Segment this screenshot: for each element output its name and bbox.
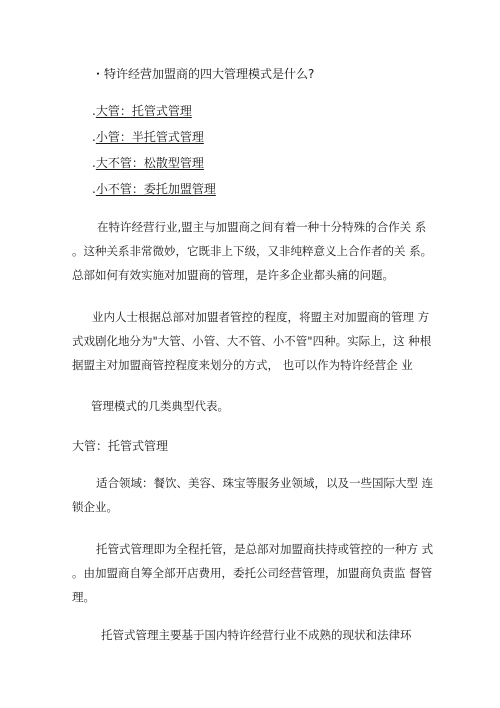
toc-link[interactable]: 小管：半托管式管理 [95,130,204,144]
toc-item[interactable] [92,181,216,197]
toc-marker: . [92,156,96,170]
paragraph-line: 管理模式的几类典型代表。 [91,399,229,413]
toc-marker: . [92,130,96,144]
paragraph-line: 。由加盟商自筹全部开店费用，委托公司经营管理，加盟商负责监 督管 [72,566,433,580]
paragraph-line: 托管式管理即为全程托管，是总部对加盟商扶持或管控的一种方 式 [96,542,434,556]
paragraph-line: 托管式管理主要基于国内特许经营行业不成熟的现状和法律环 [101,628,412,642]
toc-item[interactable] [92,103,192,119]
toc-marker: . [92,182,96,196]
toc-link[interactable]: 大不管：松散型管理 [95,156,204,170]
toc-link[interactable]: 小不管：委托加盟管理 [95,182,216,196]
paragraph-line: 在特许经营行业,盟主与加盟商之间有着一种十分特殊的合作关 系 [97,220,427,234]
section-heading: 大管：托管式管理 [72,439,169,453]
question-heading: ・特许经营加盟商的四大管理模式是什么? [92,67,315,81]
toc-link[interactable]: 大管：托管式管理 [95,104,192,118]
paragraph-line: 式戏剧化地分为"大管、小管、大不管、小不管"四种。实际上，这 种根 [72,334,432,348]
paragraph-line: 适合领域：餐饮、美容、珠宝等服务业领域，以及一些国际大型 连 [96,476,434,490]
paragraph-line: 理。 [72,590,95,604]
toc-marker: . [92,104,96,118]
paragraph-line: 总部如何有效实施对加盟商的管理，是许多企业都头痛的问题。 [72,268,394,282]
paragraph-line: 。这种关系非常微妙，它既非上下级，又非纯粹意义上合作者的关 系。 [72,244,433,258]
toc-item[interactable] [92,129,204,145]
toc-item[interactable] [92,155,204,171]
paragraph-line: 业内人士根据总部对加盟者管控的程度，将盟主对加盟商的管理 方 [92,310,430,324]
paragraph-line: 据盟主对加盟商管控程度来划分的方式， 也可以作为特许经营企 业 [72,358,413,372]
paragraph-line: 锁企业。 [72,500,118,514]
